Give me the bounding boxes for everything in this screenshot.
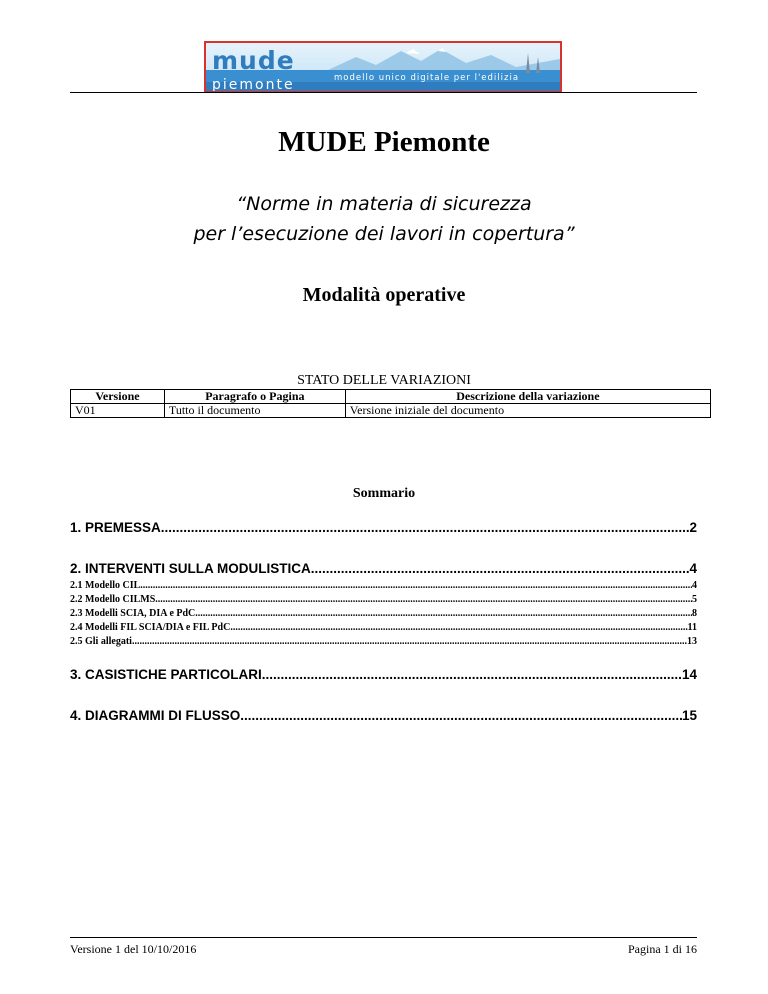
toc-label: 2.2 Modello CILMS: [70, 594, 156, 605]
toc-leader: [230, 622, 687, 633]
logo-brand-top: mude: [212, 46, 295, 75]
toc-page: 5: [692, 594, 697, 605]
toc-entry-allegati[interactable]: [70, 636, 697, 647]
toc-page: 11: [687, 622, 697, 633]
table-header-row: [71, 390, 711, 404]
footer-version: Versione 1 del 10/10/2016: [70, 942, 197, 956]
toc-entry-modelli-scia[interactable]: [70, 608, 697, 619]
toc-page: 13: [687, 636, 697, 647]
stato-caption: STATO DELLE VARIAZIONI: [297, 373, 471, 388]
toc-leader: [155, 594, 692, 605]
table-row: [71, 404, 711, 418]
toc-entry-modelli-fil[interactable]: [70, 622, 697, 633]
toc-entry-modello-cil[interactable]: [70, 580, 697, 591]
toc-label: 2.3 Modelli SCIA, DIA e PdC: [70, 608, 196, 619]
document-title: MUDE Piemonte: [278, 126, 490, 158]
footer-rule: [70, 937, 697, 938]
toc-page: 2: [689, 520, 697, 535]
toc-page: 15: [681, 708, 697, 723]
cell-descrizione: Versione iniziale del documento: [345, 404, 710, 418]
col-header-versione: Versione: [71, 390, 165, 404]
toc-page: 14: [681, 667, 697, 682]
sommario-heading: Sommario: [352, 486, 416, 501]
toc-entry-casistiche[interactable]: [70, 667, 697, 682]
toc-leader: [311, 561, 690, 576]
variazioni-table: [70, 389, 711, 418]
toc-entry-diagrammi[interactable]: [70, 708, 697, 723]
toc-label: 4. DIAGRAMMI DI FLUSSO: [70, 708, 241, 723]
toc-label: 2.4 Modelli FIL SCIA/DIA e FIL PdC: [70, 622, 231, 633]
toc-label: 3. CASISTICHE PARTICOLARI: [70, 667, 262, 682]
mude-piemonte-logo: [204, 41, 562, 93]
section-heading: Modalità operative: [302, 284, 466, 306]
toc-entry-modello-cilms[interactable]: [70, 594, 697, 605]
toc-page: 4: [692, 580, 697, 591]
col-header-paragrafo: Paragrafo o Pagina: [164, 390, 345, 404]
document-subtitle: [0, 189, 768, 249]
toc-leader: [140, 580, 692, 591]
footer-page-number: Pagina 1 di 16: [628, 942, 697, 956]
subtitle-line-1: “Norme in materia di sicurezza: [236, 193, 532, 215]
toc-leader: [132, 636, 687, 647]
cell-paragrafo: Tutto il documento: [164, 404, 345, 418]
toc-entry-interventi[interactable]: [70, 561, 697, 576]
logo-tagline: modello unico digitale per l'edilizia: [334, 73, 520, 83]
toc-entry-premessa[interactable]: [70, 520, 697, 535]
logo-brand-bottom: piemonte: [212, 77, 295, 91]
toc-leader: [195, 608, 692, 619]
header-rule: [70, 92, 697, 93]
toc-leader: [240, 708, 682, 723]
toc-page: 4: [689, 561, 697, 576]
toc-label: 2.5 Gli allegati: [70, 636, 132, 647]
toc-label: 2.1 Modello CIL: [70, 580, 141, 591]
toc-leader: [262, 667, 682, 682]
toc-label: 2. INTERVENTI SULLA MODULISTICA: [70, 561, 311, 576]
toc-page: 8: [692, 608, 697, 619]
subtitle-line-2: per l’esecuzione dei lavori in copertura”: [193, 223, 575, 245]
toc-label: 1. PREMESSA: [70, 520, 161, 535]
cell-versione: V01: [71, 404, 165, 418]
toc-leader: [161, 520, 690, 535]
col-header-descrizione: Descrizione della variazione: [345, 390, 710, 404]
